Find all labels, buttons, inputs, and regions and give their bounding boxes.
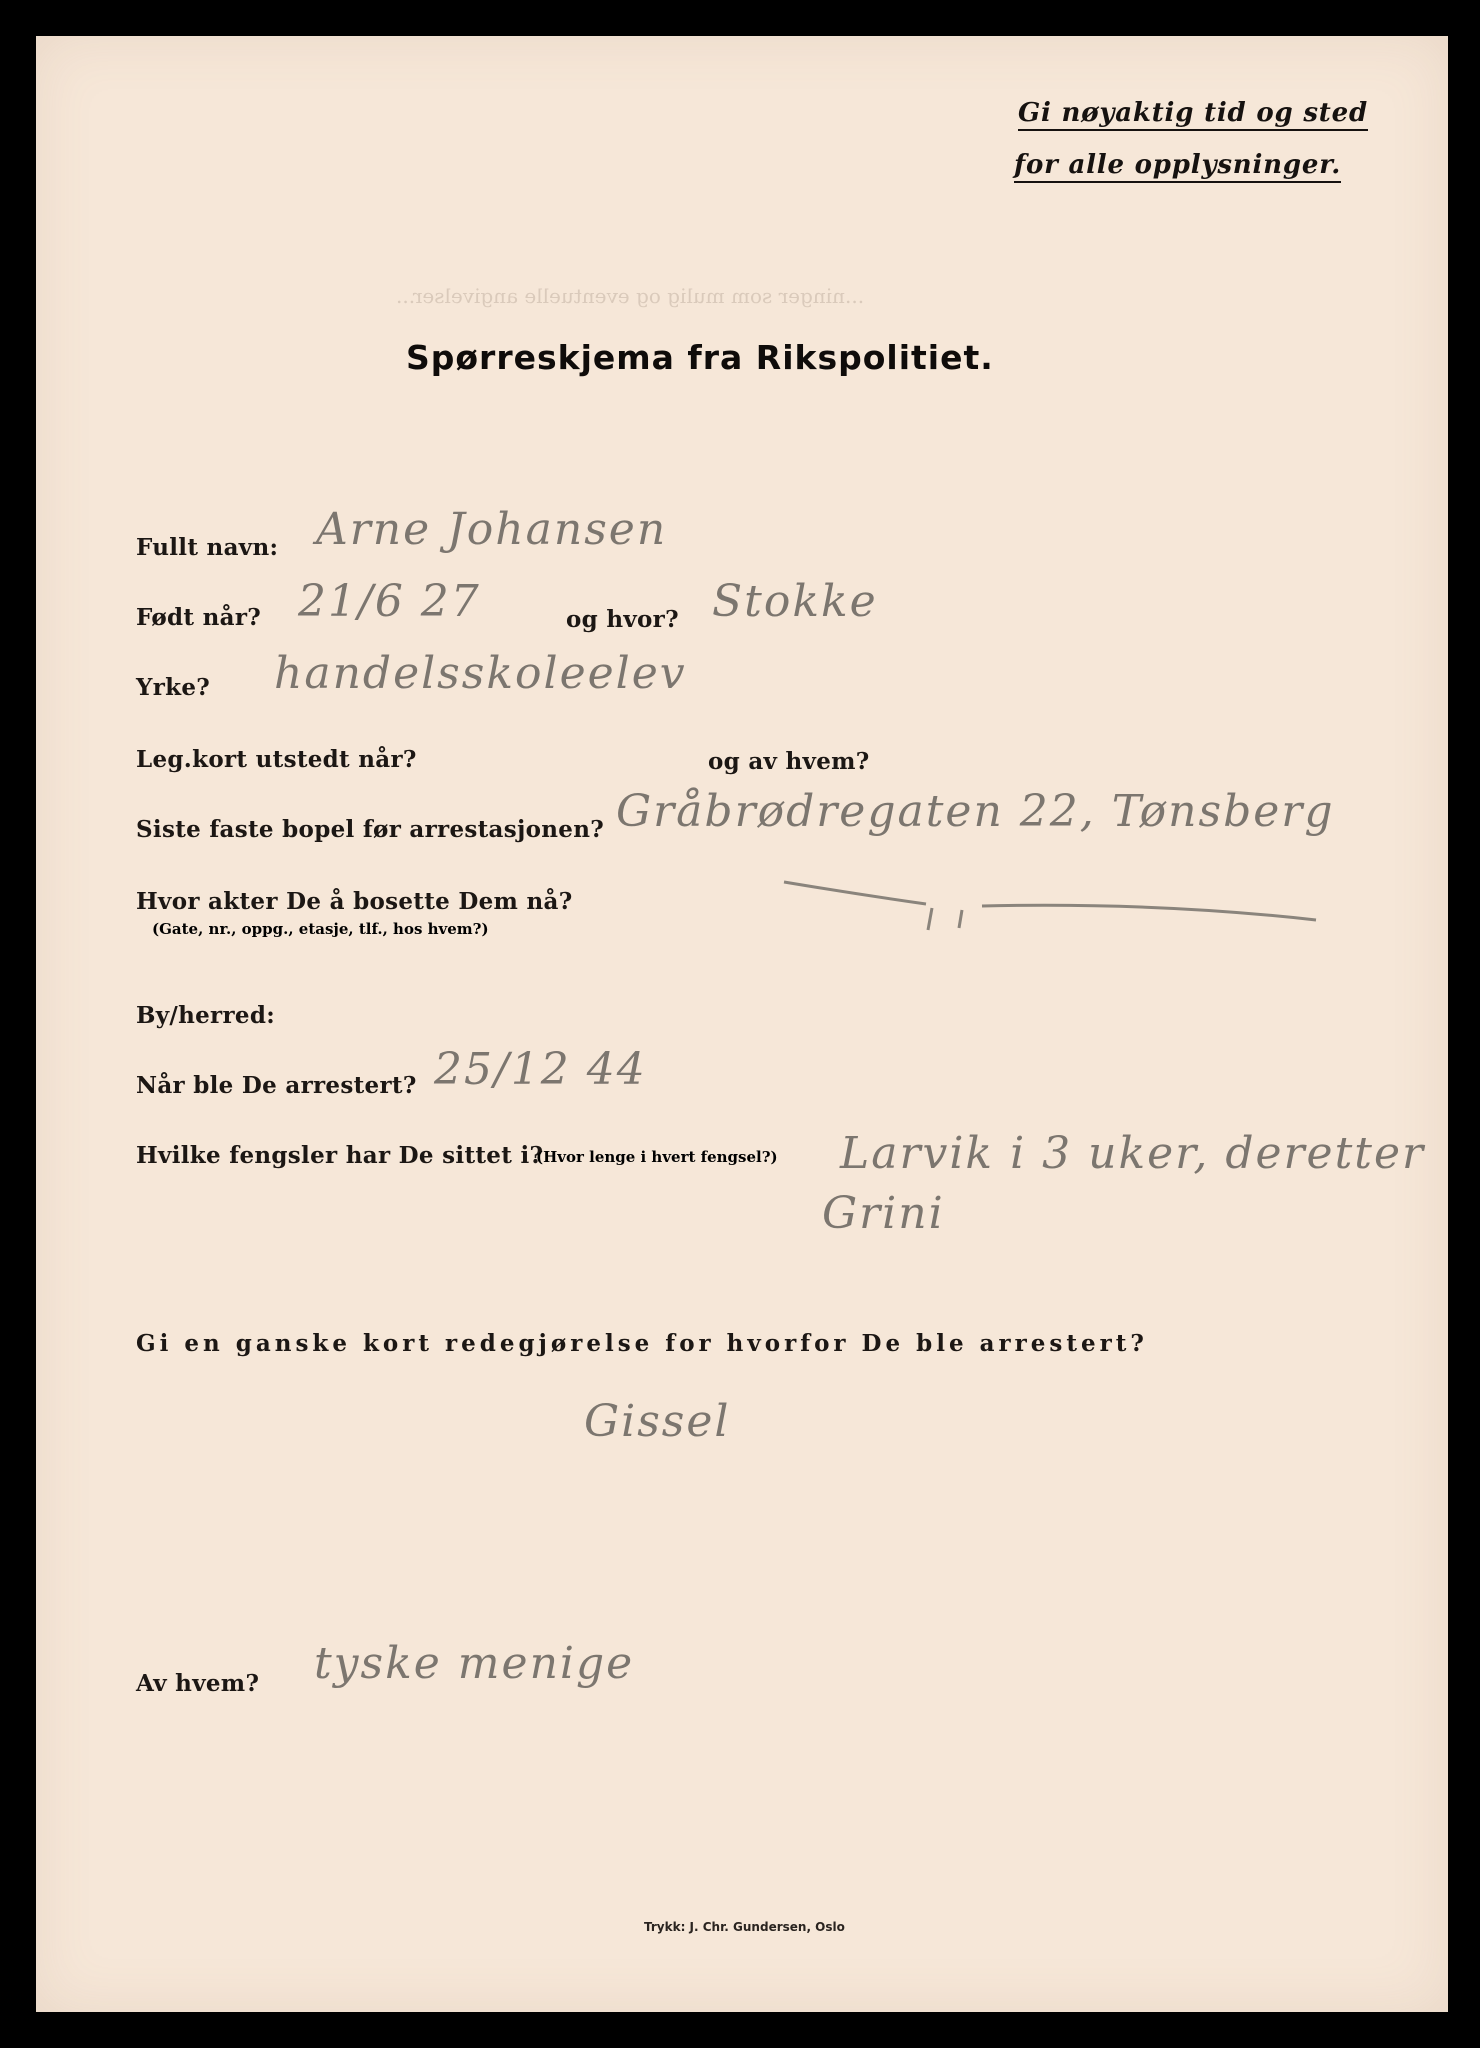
- value-arrest-date: 25/12 44: [434, 1044, 647, 1095]
- label-full-name: Fullt navn:: [136, 534, 279, 561]
- value-born-where: Stokke: [712, 576, 878, 627]
- header-note-line-1: Gi nøyaktig tid og sted: [1018, 98, 1368, 131]
- label-born-where: og hvor?: [566, 606, 679, 633]
- label-last-residence: Siste faste bopel før arrestasjonen?: [136, 816, 605, 843]
- label-id-card-issued: Leg.kort utstedt når?: [136, 746, 417, 773]
- value-full-name: Arne Johansen: [316, 504, 668, 555]
- value-born-when: 21/6 27: [298, 576, 481, 627]
- page-title: Spørreskjema fra Rikspolitiet.: [406, 338, 994, 377]
- label-born-when: Født når?: [136, 604, 262, 631]
- form-page: [36, 36, 1448, 2012]
- ditto-mark: [776, 866, 1336, 946]
- value-arrest-reason: Gissel: [584, 1396, 731, 1447]
- label-future-residence-hint: (Gate, nr., oppg., etasje, tlf., hos hvem?): [152, 920, 489, 938]
- value-arrested-by: tyske menige: [314, 1638, 635, 1689]
- label-city: By/herred:: [136, 1002, 276, 1029]
- bleed-through-text: ...ninger som mulig og eventuelle angivelser...: [396, 284, 865, 308]
- label-arrest-date: Når ble De arrestert?: [136, 1072, 417, 1099]
- label-prisons-hint: (Hvor lenge i hvert fengsel?): [536, 1148, 778, 1166]
- value-occupation: handelsskoleelev: [274, 648, 687, 699]
- label-arrested-by: Av hvem?: [136, 1670, 260, 1697]
- label-occupation: Yrke?: [136, 674, 211, 701]
- header-note-line-2: for alle opplysninger.: [1014, 150, 1341, 183]
- label-arrest-reason: Gi en ganske kort redegjørelse for hvorfor De ble arrestert?: [136, 1330, 1148, 1357]
- printer-credit: Trykk: J. Chr. Gundersen, Oslo: [644, 1920, 845, 1934]
- value-last-residence: Gråbrødregaten 22, Tønsberg: [616, 786, 1335, 837]
- label-prisons: Hvilke fengsler har De sittet i?: [136, 1142, 544, 1169]
- value-prisons-line-1: Larvik i 3 uker, deretter: [840, 1128, 1426, 1179]
- label-future-residence: Hvor akter De å bosette Dem nå?: [136, 888, 573, 915]
- label-id-card-issuer: og av hvem?: [708, 748, 870, 775]
- value-prisons-line-2: Grini: [822, 1188, 945, 1239]
